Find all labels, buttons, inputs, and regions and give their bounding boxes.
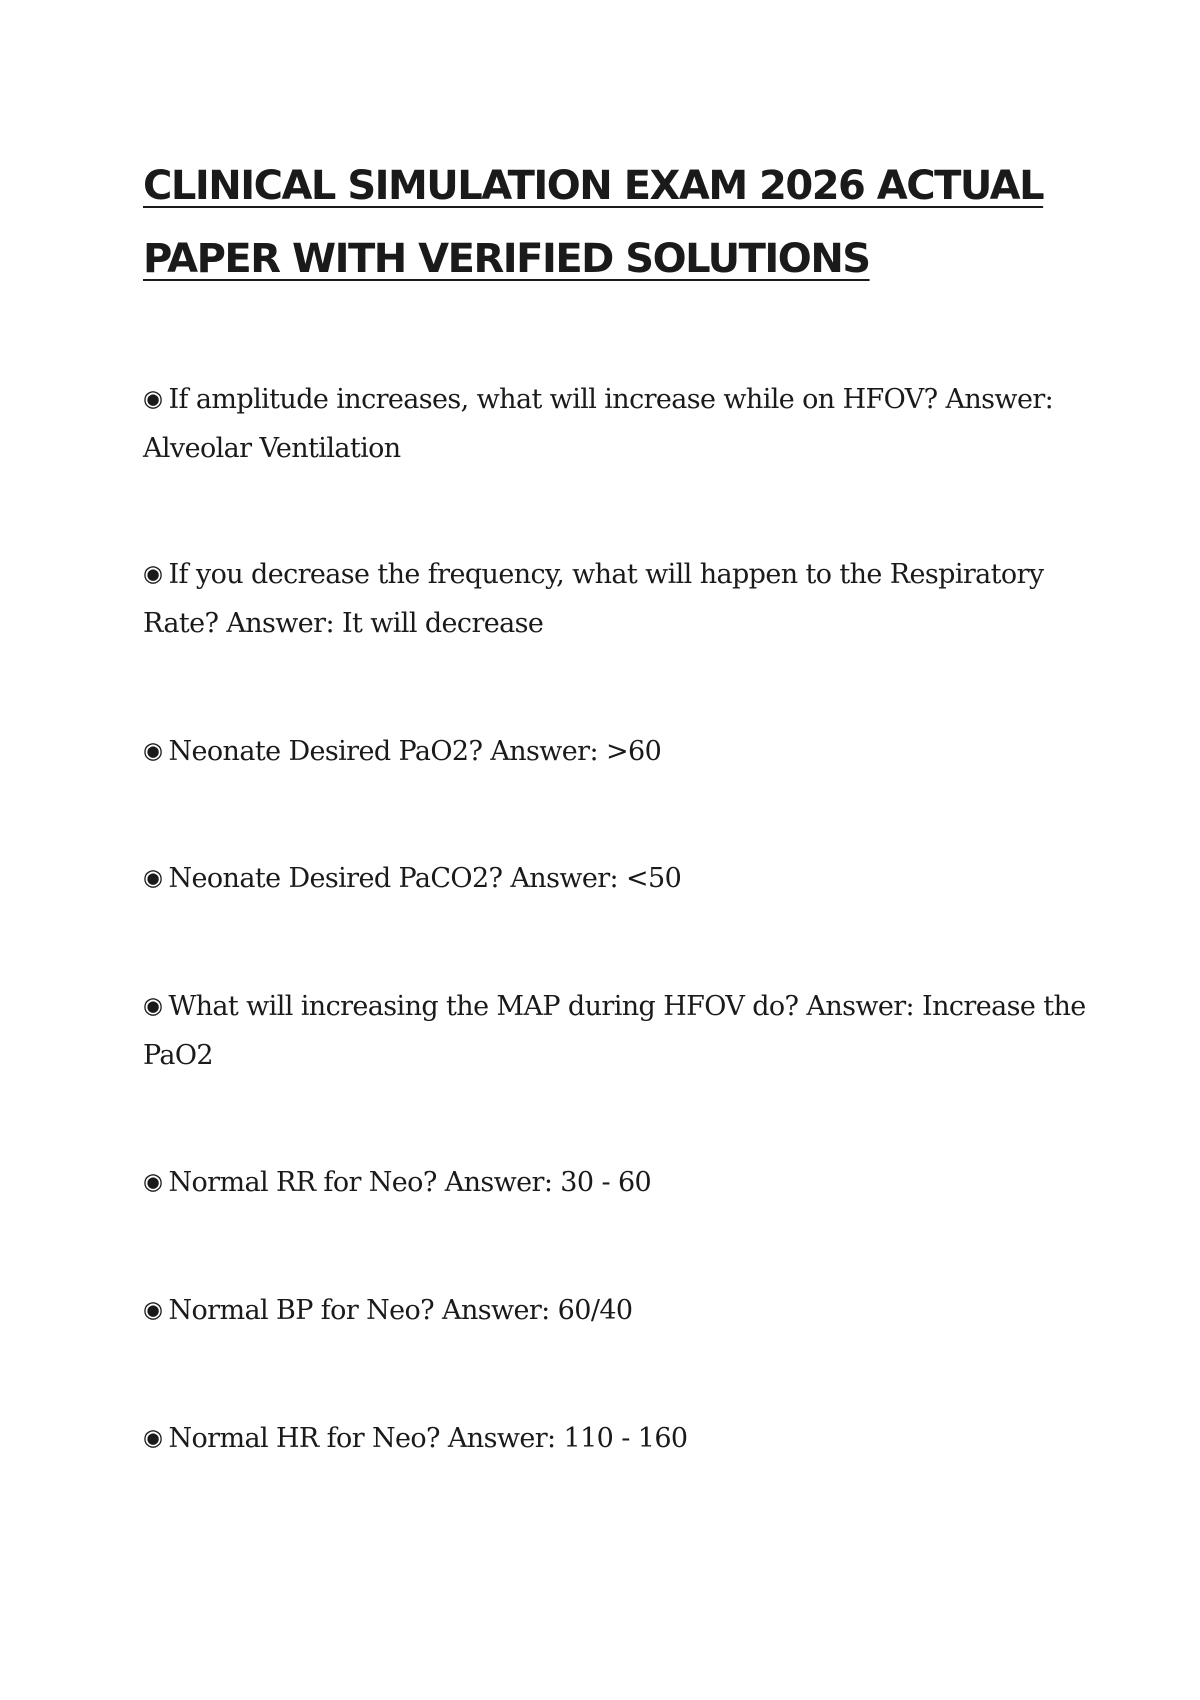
qa-item (143, 376, 1093, 473)
qa-question: If you decrease the frequency, what will happen to the Respiratory Rate? (143, 559, 1044, 639)
qa-item (143, 1159, 1093, 1208)
bullet-icon: ◉ (143, 561, 163, 587)
bullet-icon: ◉ (143, 738, 163, 764)
qa-item (143, 855, 1093, 904)
bullet-icon: ◉ (143, 386, 163, 412)
qa-question: Neonate Desired PaCO2? (168, 863, 503, 894)
qa-answer: Answer: It will decrease (226, 608, 544, 639)
bullet-icon: ◉ (143, 865, 163, 891)
qa-item (143, 551, 1093, 648)
qa-question: What will increasing the MAP during HFOV do? (168, 991, 799, 1022)
qa-item (143, 983, 1093, 1080)
qa-item (143, 1415, 1093, 1464)
qa-answer: Answer: 110 - 160 (447, 1423, 688, 1454)
qa-question: If amplitude increases, what will increase while on HFOV? (168, 384, 938, 415)
qa-item (143, 1287, 1093, 1336)
bullet-icon: ◉ (143, 1169, 163, 1195)
bullet-icon: ◉ (143, 993, 163, 1019)
qa-question: Normal BP for Neo? (168, 1295, 435, 1326)
qa-answer: Answer: 30 - 60 (444, 1167, 652, 1198)
qa-question: Neonate Desired PaO2? (168, 736, 483, 767)
qa-answer: Answer: Increase the PaO2 (143, 991, 1086, 1071)
qa-answer: Answer: <50 (510, 863, 682, 894)
bullet-icon: ◉ (143, 1297, 163, 1323)
qa-question: Normal HR for Neo? (168, 1423, 440, 1454)
qa-answer: Answer: Alveolar Ventilation (143, 384, 1054, 464)
qa-answer: Answer: 60/40 (442, 1295, 633, 1326)
document-title (143, 150, 1083, 296)
bullet-icon: ◉ (143, 1425, 163, 1451)
qa-answer: Answer: >60 (490, 736, 662, 767)
qa-question: Normal RR for Neo? (168, 1167, 437, 1198)
qa-item (143, 728, 1093, 777)
document-title-text: CLINICAL SIMULATION EXAM 2026 ACTUAL PAPER WITH VERIFIED SOLUTIONS (143, 163, 1044, 282)
